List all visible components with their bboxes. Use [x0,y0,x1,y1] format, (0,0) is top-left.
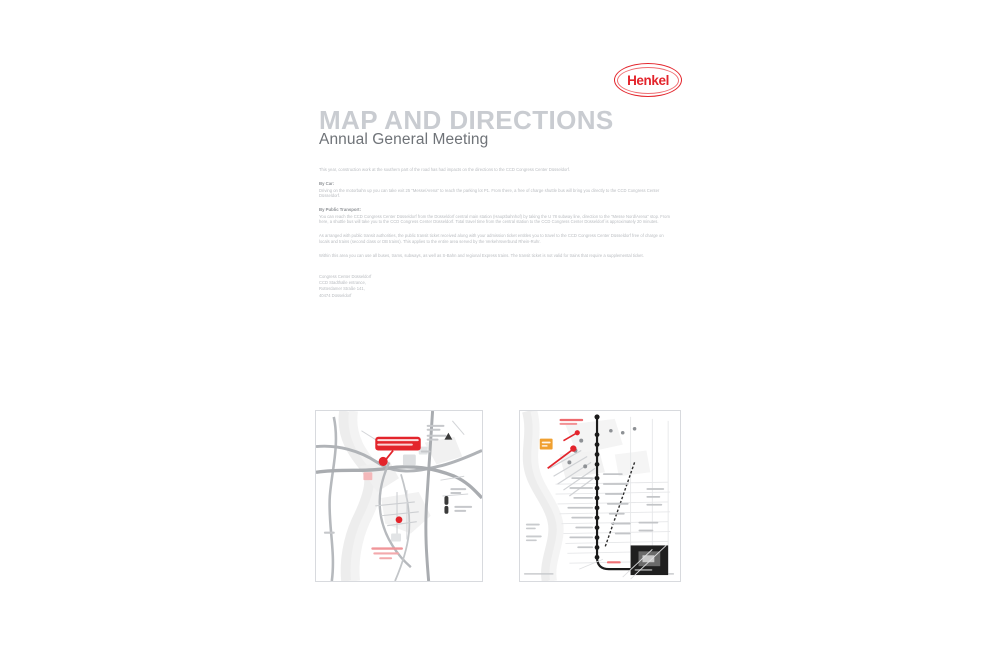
logo-wordmark: Henkel [627,72,669,88]
transit-map-inset-legend [631,545,669,575]
transit-map-accent-box [540,439,553,450]
page-title: MAP AND DIRECTIONS [319,105,614,135]
by-public-transport-heading: By Public Transport: [319,207,362,213]
by-car-paragraph: Driving on the motorbahn up you can take exit 25 "Messe/Arena" to reach the parking lot P1. From there, a free of charge shuttle bus will bring you directly to the CCD Congress Center Düsseldorf. [319,187,660,199]
address-spacer [319,267,671,274]
intro-paragraph: This year, construction work at the southern part of the road has had impacts on the directions to the CCD Congress Center Düsseldorf. [319,167,571,172]
road-map-pin-primary [379,457,388,466]
transit-map-destination-marker [607,561,621,563]
address-line: Rotterdamer Straße 141, [319,286,365,292]
address-line: Congress Center Düsseldorf [319,273,372,279]
ticket-note-paragraph: As arranged with public transit authorities, the public transit ticket received along with your admission ticket entitles you to travel to the CCD Congress Center Düsseldorf free of charge on locals and trains (second class or DB trains). This applies to the entire area served by the Verkehrsverbund Rhein-Ruhr. [319,233,664,244]
address-line: 40474 Düsseldorf [319,292,352,298]
road-map-pin-secondary [396,516,403,523]
document-body [319,167,671,299]
by-car-heading: By Car: [319,180,335,186]
address-line: CCD Stadthalle entrance, [319,280,366,286]
page-subtitle: Annual General Meeting [319,131,489,148]
henkel-logo [614,63,684,99]
road-map-graphic [316,411,482,581]
road-map-figure [315,410,483,582]
transit-map-figure [519,410,681,582]
validity-note-paragraph: Within this area you can use all buses, trams, subways, as well as S-Bahn and regional Express trains. The transit ticket is not valid for trains that require a supplemental ticket. [319,252,644,258]
by-public-transport-paragraph: You can reach the CCD Congress Center Düsseldorf from the Düsseldorf central main station (Hauptbahnhof) by taking the U 78 subway line, direction to the "Messe Nord/Arena" stop. From here, a shuttle bus will take you to the CCD Congress Center Düsseldorf. Total travel time from the central station to the CCD Congress Center Düsseldorf is approximately 20 minutes. [319,213,670,225]
transit-map-graphic [520,411,680,581]
transit-stations [594,414,599,559]
